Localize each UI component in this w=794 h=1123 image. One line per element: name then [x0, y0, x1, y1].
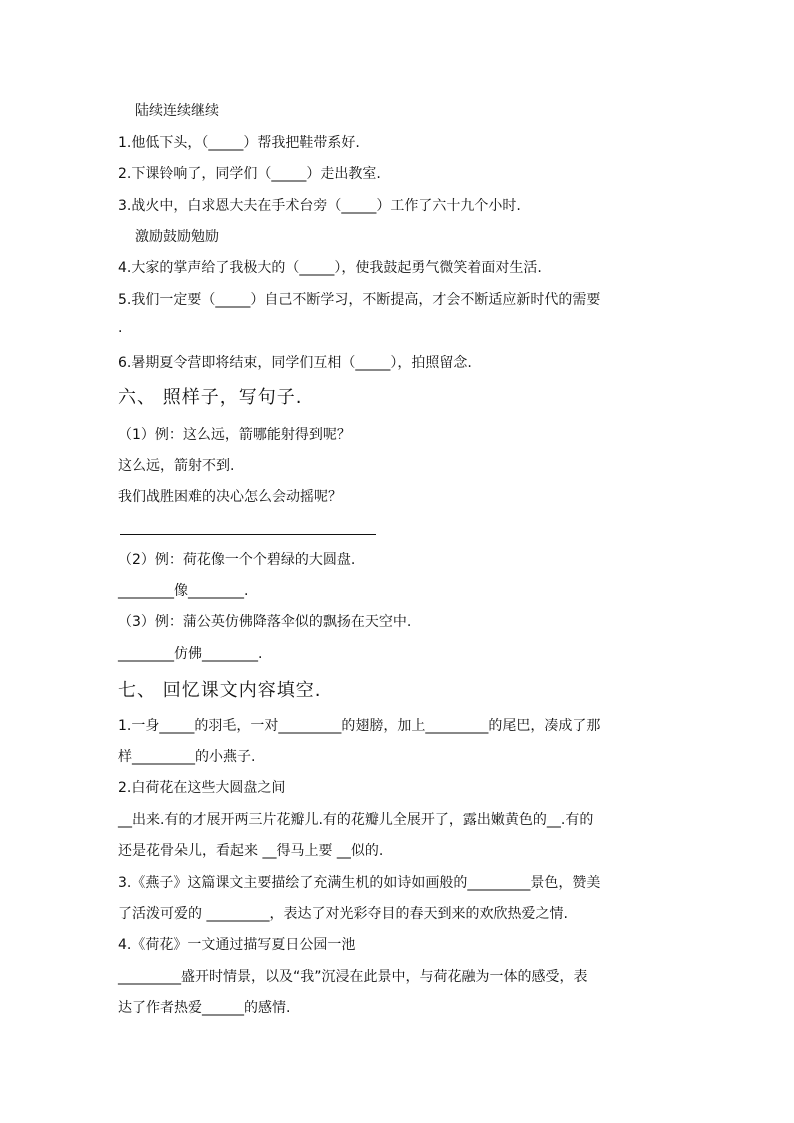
- example-1-answer: 这么远，箭射不到.: [118, 458, 235, 474]
- question-7-1-line-1: 1.一身_____的羽毛，一对_________的翅膀，加上_________的尾巴，凑成了那: [118, 718, 601, 734]
- question-5-2: 2.下课铃响了，同学们（_____）走出教室.: [118, 166, 381, 182]
- question-5-5: 5.我们一定要（_____）自己不断学习，不断提高，才会不断适应新时代的需要: [118, 292, 601, 308]
- example-1-prompt: （1）例：这么远，箭哪能射得到呢？: [118, 427, 351, 443]
- question-5-1: 1.他低下头，（_____）帮我把鞋带系好.: [118, 135, 360, 151]
- section-6-heading: 六、 照样子，写句子.: [118, 387, 303, 408]
- word-group-1: 陆续连续继续: [135, 103, 219, 119]
- word-group-2: 激励鼓励勉励: [135, 229, 219, 245]
- question-5-3: 3.战火中，白求恩大夫在手术台旁（_____）工作了六十九个小时.: [118, 198, 521, 214]
- question-5-4: 4.大家的掌声给了我极大的（_____），使我鼓起勇气微笑着面对生活.: [118, 260, 542, 276]
- question-7-1-line-2: 样_________的小燕子.: [118, 749, 256, 765]
- question-5-6: 6.暑期夏令营即将结束，同学们互相（_____），拍照留念.: [118, 355, 472, 371]
- question-7-2-line-1: 2.白荷花在这些大圆盘之间: [118, 780, 286, 796]
- question-7-3-line-2: 了活泼可爱的 _________，表达了对光彩夺目的春天到来的欢欣热爱之情.: [118, 906, 568, 922]
- section-7-heading: 七、 回忆课文内容填空.: [118, 680, 322, 701]
- answer-underline: [120, 534, 376, 535]
- question-7-4-line-2: _________盛开时情景，以及“我”沉浸在此景中，与荷花融为一体的感受，表: [118, 969, 588, 985]
- question-7-2-line-3: 还是花骨朵儿，看起来 __得马上要 __似的.: [118, 843, 384, 859]
- example-3-prompt: （3）例：蒲公英仿佛降落伞似的飘扬在天空中.: [118, 614, 412, 630]
- example-2-blank: ________像________.: [118, 583, 249, 599]
- question-7-2-line-2: __出来.有的才展开两三片花瓣儿.有的花瓣儿全展开了，露出嫩黄色的__.有的: [118, 812, 594, 828]
- example-3-blank: ________仿佛________.: [118, 646, 263, 662]
- question-7-4-line-3: 达了作者热爱______的感情.: [118, 1000, 291, 1016]
- question-5-5-continued: .: [118, 320, 123, 336]
- example-1-question: 我们战胜困难的决心怎么会动摇呢？: [118, 489, 342, 505]
- question-7-3-line-1: 3.《燕子》这篇课文主要描绘了充满生机的如诗如画般的_________景色，赞美: [118, 875, 601, 891]
- example-2-prompt: （2）例：荷花像一个个碧绿的大圆盘.: [118, 552, 356, 568]
- question-7-4-line-1: 4.《荷花》一文通过描写夏日公园一池: [118, 937, 356, 953]
